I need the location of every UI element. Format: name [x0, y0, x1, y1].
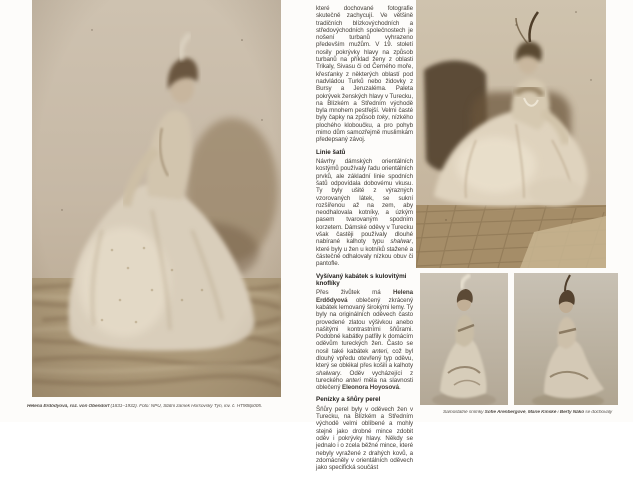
vignette — [32, 0, 281, 397]
heading-vysivany-kabatek: Vyšívaný kabátek s kulovitými knoflíky — [316, 272, 407, 287]
caption-left: Helena Erdődyová, roz. von Obendorf (1831–1932). Foto: NPÚ, Státní zámek Horšovský Týn, inv. č. HT908p005. — [27, 404, 263, 409]
paragraph-linie-satu: Návrhy dámských orientálních kostýmů používaly řadu orientálních prvků, ale základní linie spodních šatů odpovídala dobovému vkusu. Ty byly ušité z výrazných vzorovaných látek, se sukní rozšířenou až na zem, aby neodhalovala kotníky, a úzkým pasem tvarovaným spodním korzetem. Dámské oděvy v Turecku však častěji používaly dlouhé nabírané kalhoty typu shalwar, které byly u žen u kotníků stažené a částečně odhalovaly nízkou obuv či pantofle. — [316, 158, 413, 268]
turban-woman-illustration — [416, 0, 606, 268]
paragraph-intro: které dochované fotografie skutečně zachycují. Ve většině tradičních blízkovýchodních a středovýchodních společnostech je nošení turbanů vyhrazeno především mužům. V 19. století nosily pokrývky hlavy na způsob turbanů na příklad ženy z oblasti Trikaly, Sivasu či od Černého moře, křesťanky z některých oblastí pod nadvládou Turků nebo židovky z Bursy a Jeruzaléma. Paleta pokrývek ženských hlavy v Turecku, na Blízkém a Středním východě byla mnohem pestřejší. Velmi časté byly čapky na způsob toky, nízkého plochého kloboučku, a pro pohyb mimo dům samozřejmě muslimkám předepsaný závoj. — [316, 5, 413, 144]
heading-linie-satu: Linie šatů — [316, 148, 346, 156]
photo-helena-erdodyova — [32, 0, 281, 397]
paragraph-penizky: Šňůry perel byly v oděvech žen v Turecku, na Blízkém a Středním východě velmi oblíbené a mohly stejně jako drobné mince zdobit oděv i pokrývky hlavy. Někdy se jednalo i o zcela běžné mince, které nebyly vyražené z drahých kovů, a zdomácněly v orientálních oděvech jako specifická součást — [316, 405, 413, 472]
seated-woman-illustration — [32, 0, 281, 397]
carpet — [416, 205, 606, 268]
photo-standing-woman-left — [420, 273, 508, 405]
satin-bundle — [529, 178, 583, 206]
photo-seated-woman-turban — [416, 0, 606, 268]
photo-standing-woman-right — [514, 273, 618, 405]
paragraph-vysivany-kabatek: Přes živůtek má Helena Erdődyová oblečený zkrácený kabátek lemovaný širokými lemy. Ty byly na originálních oděvech často provedené zlatou výšivkou anebo našitými kontrastními šňůrami. Podobné kabátky patřily k domácím oděvům tureckých žen. Často se nosil také kabátek anteri, což byl dlouhý vpředu otevřený typ oděvu, který se oblékal přes košili a kalhoty shalwary. Oděv vycházející z tureckého anteri měla na slavnosti oblečený Eleonora Hoyosová. — [316, 289, 413, 392]
standing-woman-illustration — [420, 273, 508, 405]
article-text-column — [316, 5, 413, 477]
heading-penizky: Penízky a šňůry perel — [316, 396, 381, 404]
caption-bottom-right: Samostatné snímky Sofie Arenbergové, Marie Kinské i Berty Nákó se dochovaly — [443, 410, 613, 415]
standing-woman-illustration — [514, 273, 618, 405]
